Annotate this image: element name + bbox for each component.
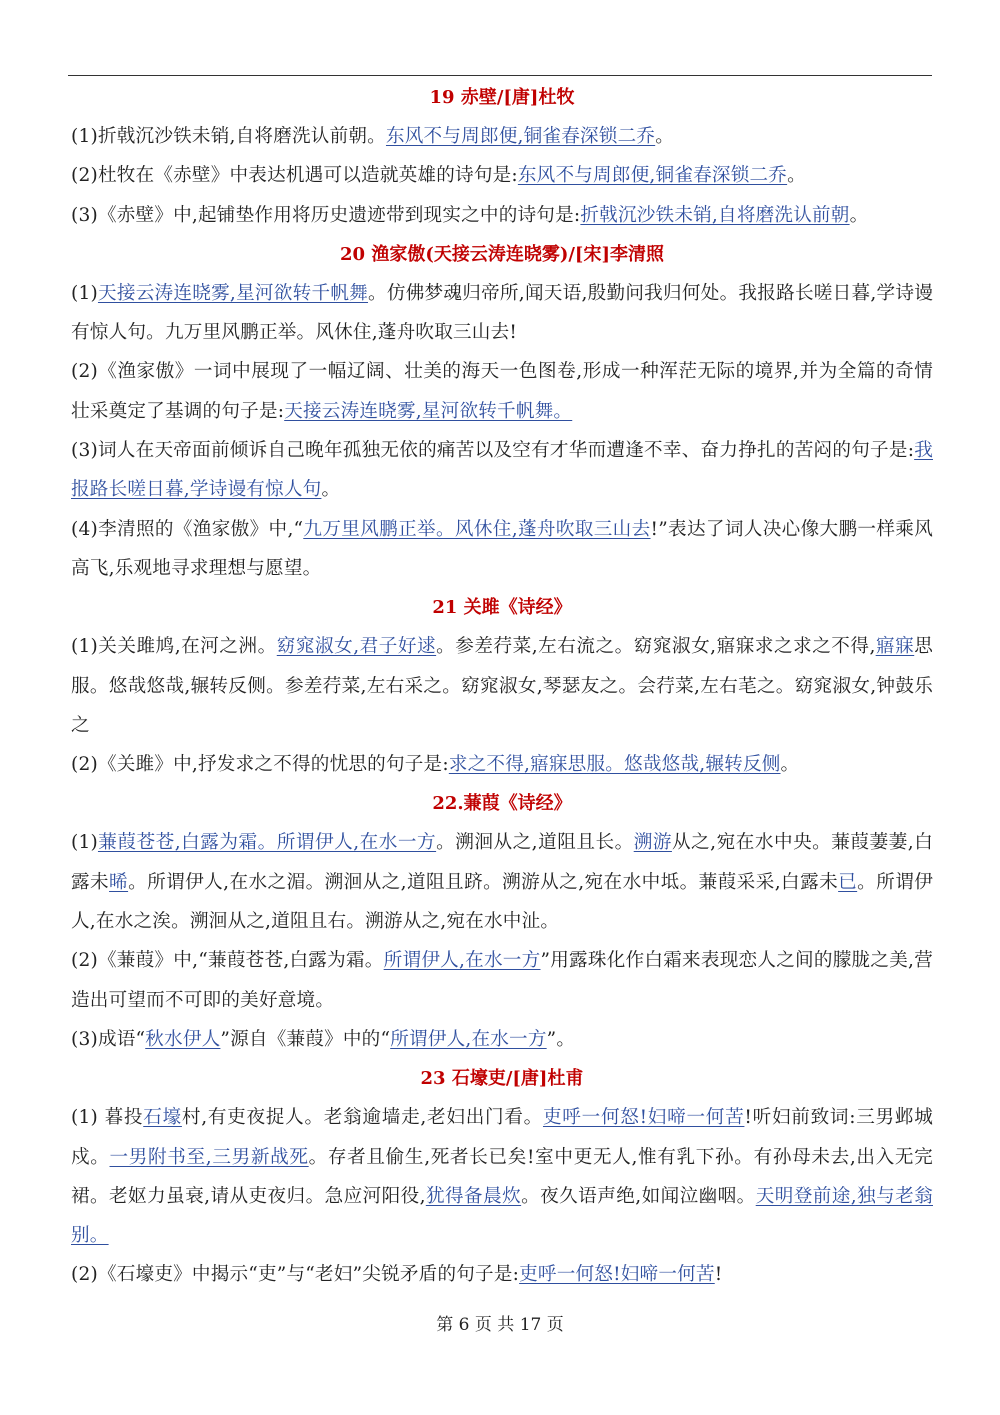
document-body <box>71 78 933 1295</box>
answer-text: 求之不得,寤寐思服。悠哉悠哉,辗转反侧 <box>448 754 781 776</box>
answer-text: 晞 <box>109 871 129 893</box>
body-text: 。 <box>321 479 341 501</box>
header-rule <box>68 75 932 76</box>
body-text: 。所谓伊人,在水之湄。溯洄从之,道阻且跻。溯游从之,宛在水中坻。蒹葭采采,白露未 <box>128 871 839 893</box>
body-text: (2)《蒹葭》中,“蒹葭苍苍,白露为霜。 <box>71 950 384 972</box>
answer-text: 犹得备晨炊 <box>425 1185 522 1207</box>
body-text: 。参差荇菜,左右流之。窈窕淑女,寤寐求之求之不得, <box>436 636 876 658</box>
question-item <box>71 823 933 941</box>
body-text: 村,有吏夜捉人。老翁逾墙走,老妇出门看。 <box>181 1107 543 1129</box>
question-item <box>71 196 933 235</box>
body-text: (2)《石壕吏》中揭示“吏”与“老妇”尖锐矛盾的句子是: <box>71 1264 520 1286</box>
body-text: !”表达了词人决心像大鹏一样乘风高飞,乐观地寻求理想与愿望。 <box>71 518 933 579</box>
body-text: 。 <box>655 126 674 147</box>
body-text: ”。 <box>546 1028 576 1050</box>
question-item <box>71 510 933 589</box>
question-item <box>71 274 933 353</box>
question-item <box>71 1020 933 1059</box>
question-item <box>71 431 933 510</box>
body-text: (2)《关雎》中,抒发求之不得的忧思的句子是: <box>71 754 449 776</box>
body-text: (2)《渔家傲》一词中展现了一幅辽阔、壮美的海天一色图卷,形成一种浑茫无际的境界,并为全篇的奇情壮采奠定了基调的句子是: <box>71 361 933 422</box>
body-text: 。仿佛梦魂归帝所,闻天语,殷勤问我归何处。我报路长嗟日暮,学诗谩有惊人句。九万里风鹏正举。风休住,蓬舟吹取三山去! <box>71 282 933 344</box>
body-text: 思服。悠哉悠哉,辗转反侧。参差荇菜,左右采之。窈窕淑女,琴瑟友之。会荇菜,左右芼之。窈窕淑女,钟鼓乐之 <box>71 636 934 736</box>
answer-text: 我报路长嗟日暮,学诗谩有惊人句 <box>71 440 933 501</box>
body-text: 。 <box>849 204 869 226</box>
answer-text: 天明登前途,独与老翁别。 <box>71 1185 933 1247</box>
question-item <box>71 1098 933 1255</box>
question-item <box>71 627 933 745</box>
answer-text: 天接云涛连晓雾,星河欲转千帆舞。 <box>284 400 573 422</box>
section-title: 20 渔家傲(天接云涛连晓雾)/[宋]李清照 <box>340 243 664 265</box>
body-text: (3)成语“ <box>71 1028 146 1050</box>
answer-text: 吏呼一何怒!妇啼一何苦 <box>542 1107 745 1129</box>
body-text: (2)杜牧在《赤壁》中表达机遇可以造就英雄的诗句是: <box>71 165 518 187</box>
answer-text: 东风不与周郎便,铜雀春深锁二乔 <box>385 126 656 147</box>
question-item <box>71 156 933 195</box>
body-text: ”用露珠化作白霜来表现恋人之间的朦胧之美,营造出可望而不可即的美好意境。 <box>71 950 934 1011</box>
question-item <box>71 745 933 784</box>
answer-text: 所谓伊人,在水一方 <box>390 1028 547 1050</box>
answer-text: 吏呼一何怒!妇啼一何苦 <box>519 1264 715 1286</box>
answer-text: 九万里风鹏正举。风休住,蓬舟吹取三山去 <box>303 518 651 540</box>
page-number: 第 6 页 共 17 页 <box>436 1315 564 1335</box>
section-title: 19 赤壁/[唐]杜牧 <box>429 87 575 108</box>
body-text: 。夜久语声绝,如闻泣幽咽。 <box>521 1185 756 1207</box>
body-text: (3)词人在天帝面前倾诉自己晚年孤独无依的痛苦以及空有才华而遭逢不幸、奋力挣扎的苦闷的句子是: <box>71 440 915 462</box>
poem-section <box>71 1059 933 1294</box>
question-item <box>71 117 933 156</box>
section-title: 21 关雎《诗经》 <box>432 597 572 619</box>
poem-section <box>71 588 933 784</box>
body-text: 从之,宛在水中央。蒹葭萋萋,白露未 <box>71 832 933 893</box>
body-text: (1) 暮投 <box>71 1107 144 1129</box>
body-text: 。 <box>780 754 800 776</box>
answer-text: 寤寐 <box>875 636 915 658</box>
answer-text: 石壕 <box>143 1107 182 1129</box>
section-title: 22.蒹葭《诗经》 <box>432 793 572 815</box>
body-text: 。 <box>787 165 806 187</box>
body-text: (3)《赤壁》中,起铺垫作用将历史遗迹带到现实之中的诗句是: <box>71 204 581 226</box>
body-text: 。所谓伊人,在水之涘。溯洄从之,道阻且右。溯游从之,宛在水中沚。 <box>71 871 934 933</box>
answer-text: 天接云涛连晓雾,星河欲转千帆舞 <box>97 282 369 304</box>
answer-text: 东风不与周郎便,铜雀春深锁二乔 <box>517 165 788 187</box>
body-text: (1)关关雎鸠,在河之洲。 <box>71 636 277 658</box>
body-text: (1) <box>71 832 98 854</box>
answer-text: 蒹葭苍苍,白露为霜。所谓伊人,在水一方 <box>97 832 437 854</box>
answer-text: 已 <box>838 871 858 893</box>
question-item <box>71 1255 933 1294</box>
body-text: 。溯洄从之,道阻且长。 <box>436 832 634 854</box>
question-item <box>71 941 933 1020</box>
poem-section <box>71 784 933 1059</box>
body-text: ! <box>714 1264 723 1286</box>
section-title: 23 石壕吏/[唐]杜甫 <box>420 1068 584 1090</box>
body-text: (1) <box>71 282 98 304</box>
body-text: 。存者且偷生,死者长已矣!室中更无人,惟有乳下孙。有孙母未去,出入无完裙。老妪力虽衰,请从吏夜归。急应河阳役, <box>71 1146 933 1207</box>
answer-text: 一男附书至,三男新战死 <box>109 1146 309 1168</box>
body-text: ”源自《蒹葭》中的“ <box>220 1028 391 1050</box>
question-item <box>71 352 933 431</box>
answer-text: 溯游 <box>633 832 672 854</box>
answer-text: 秋水伊人 <box>145 1028 221 1050</box>
answer-text: 窈窕淑女,君子好逑 <box>276 636 437 658</box>
body-text: (4)李清照的《渔家傲》中,“ <box>71 518 304 540</box>
answer-text: 折戟沉沙铁未销,自将磨洗认前朝 <box>580 204 850 226</box>
poem-section <box>71 78 933 235</box>
body-text: (1)折戟沉沙铁未销,自将磨洗认前朝。 <box>71 126 386 147</box>
answer-text: 所谓伊人,在水一方 <box>383 950 541 972</box>
poem-section <box>71 235 933 588</box>
body-text: !听妇前致词:三男邺城戍。 <box>71 1107 933 1168</box>
